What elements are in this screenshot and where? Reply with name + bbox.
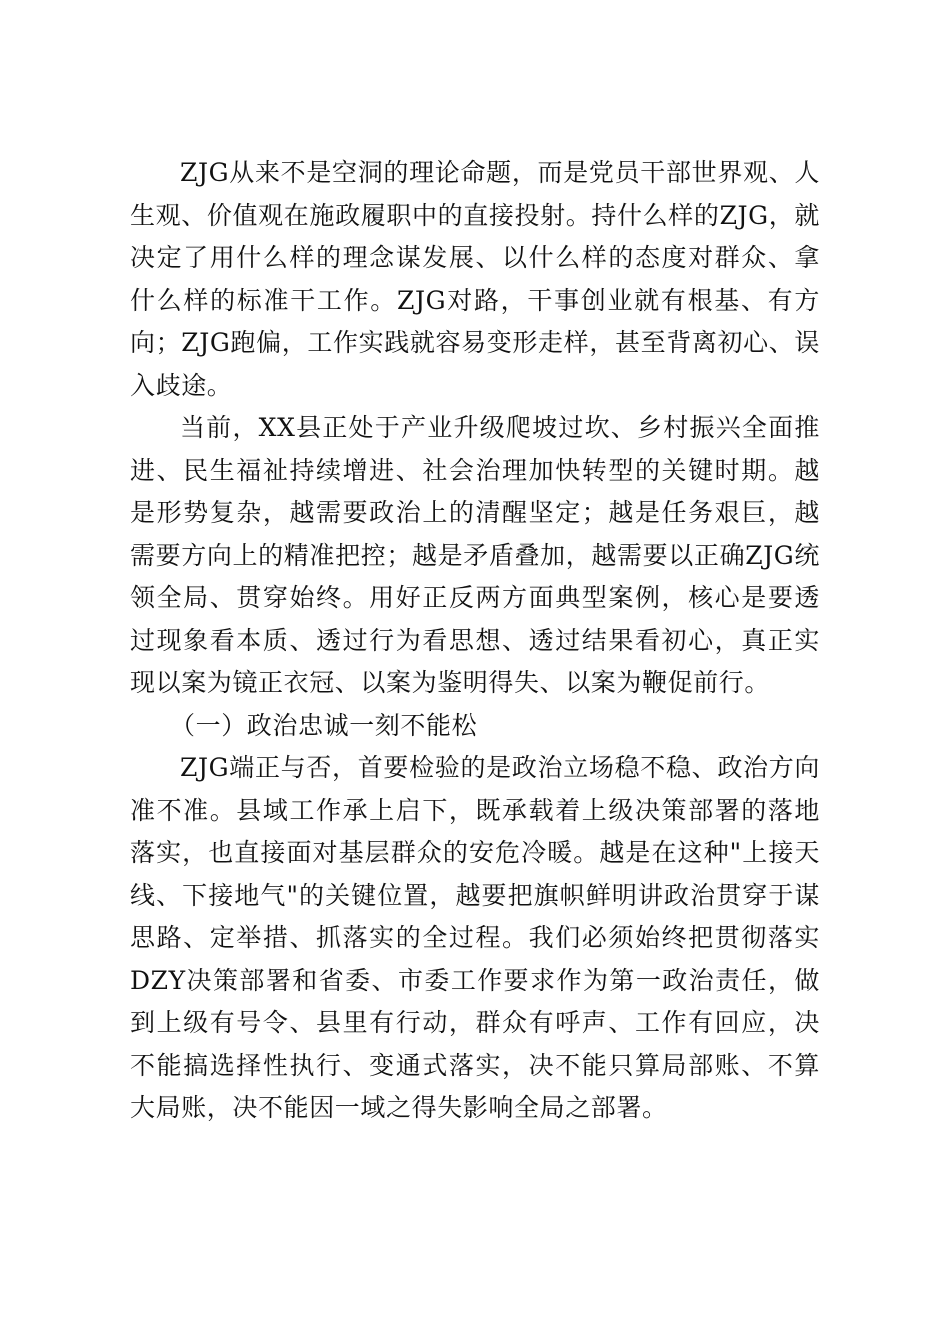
document-body (130, 152, 820, 1130)
paragraph-current-situation: 当前，XX县正处于产业升级爬坡过坎、乡村振兴全面推进、民生福祉持续增进、社会治理加快转型的关键时期。越是形势复杂，越需要政治上的清醒坚定；越是任务艰巨，越需要方向上的精准把控；越是矛盾叠加，越需要以正确ZJG统领全局、贯穿始终。用好正反两方面典型案例，核心是要透过现象看本质、透过行为看思想、透过结果看初心，真正实现以案为镜正衣冠、以案为鉴明得失、以案为鞭促前行。 (130, 413, 820, 697)
paragraph-political-loyalty: ZJG端正与否，首要检验的是政治立场稳不稳、政治方向准不准。县域工作承上启下，既承载着上级决策部署的落地落实，也直接面对基层群众的安危冷暖。越是在这种"上接天线、下接地气"的关键位置，越要把旗帜鲜明讲政治贯穿于谋思路、定举措、抓落实的全过程。我们必须始终把贯彻落实DZY决策部署和省委、市委工作要求作为第一政治责任，做到上级有号令、县里有行动，群众有呼声、工作有回应，决不能搞选择性执行、变通式落实，决不能只算局部账、不算大局账，决不能因一域之得失影响全局之部署。 (130, 753, 820, 1122)
paragraph-zjg-definition: ZJG从来不是空洞的理论命题，而是党员干部世界观、人生观、价值观在施政履职中的直接投射。持什么样的ZJG，就决定了用什么样的理念谋发展、以什么样的态度对群众、拿什么样的标准干工作。ZJG对路，干事创业就有根基、有方向；ZJG跑偏，工作实践就容易变形走样，甚至背离初心、误入歧途。 (130, 158, 820, 400)
section-heading: （一）政治忠诚一刻不能松 (170, 710, 478, 740)
